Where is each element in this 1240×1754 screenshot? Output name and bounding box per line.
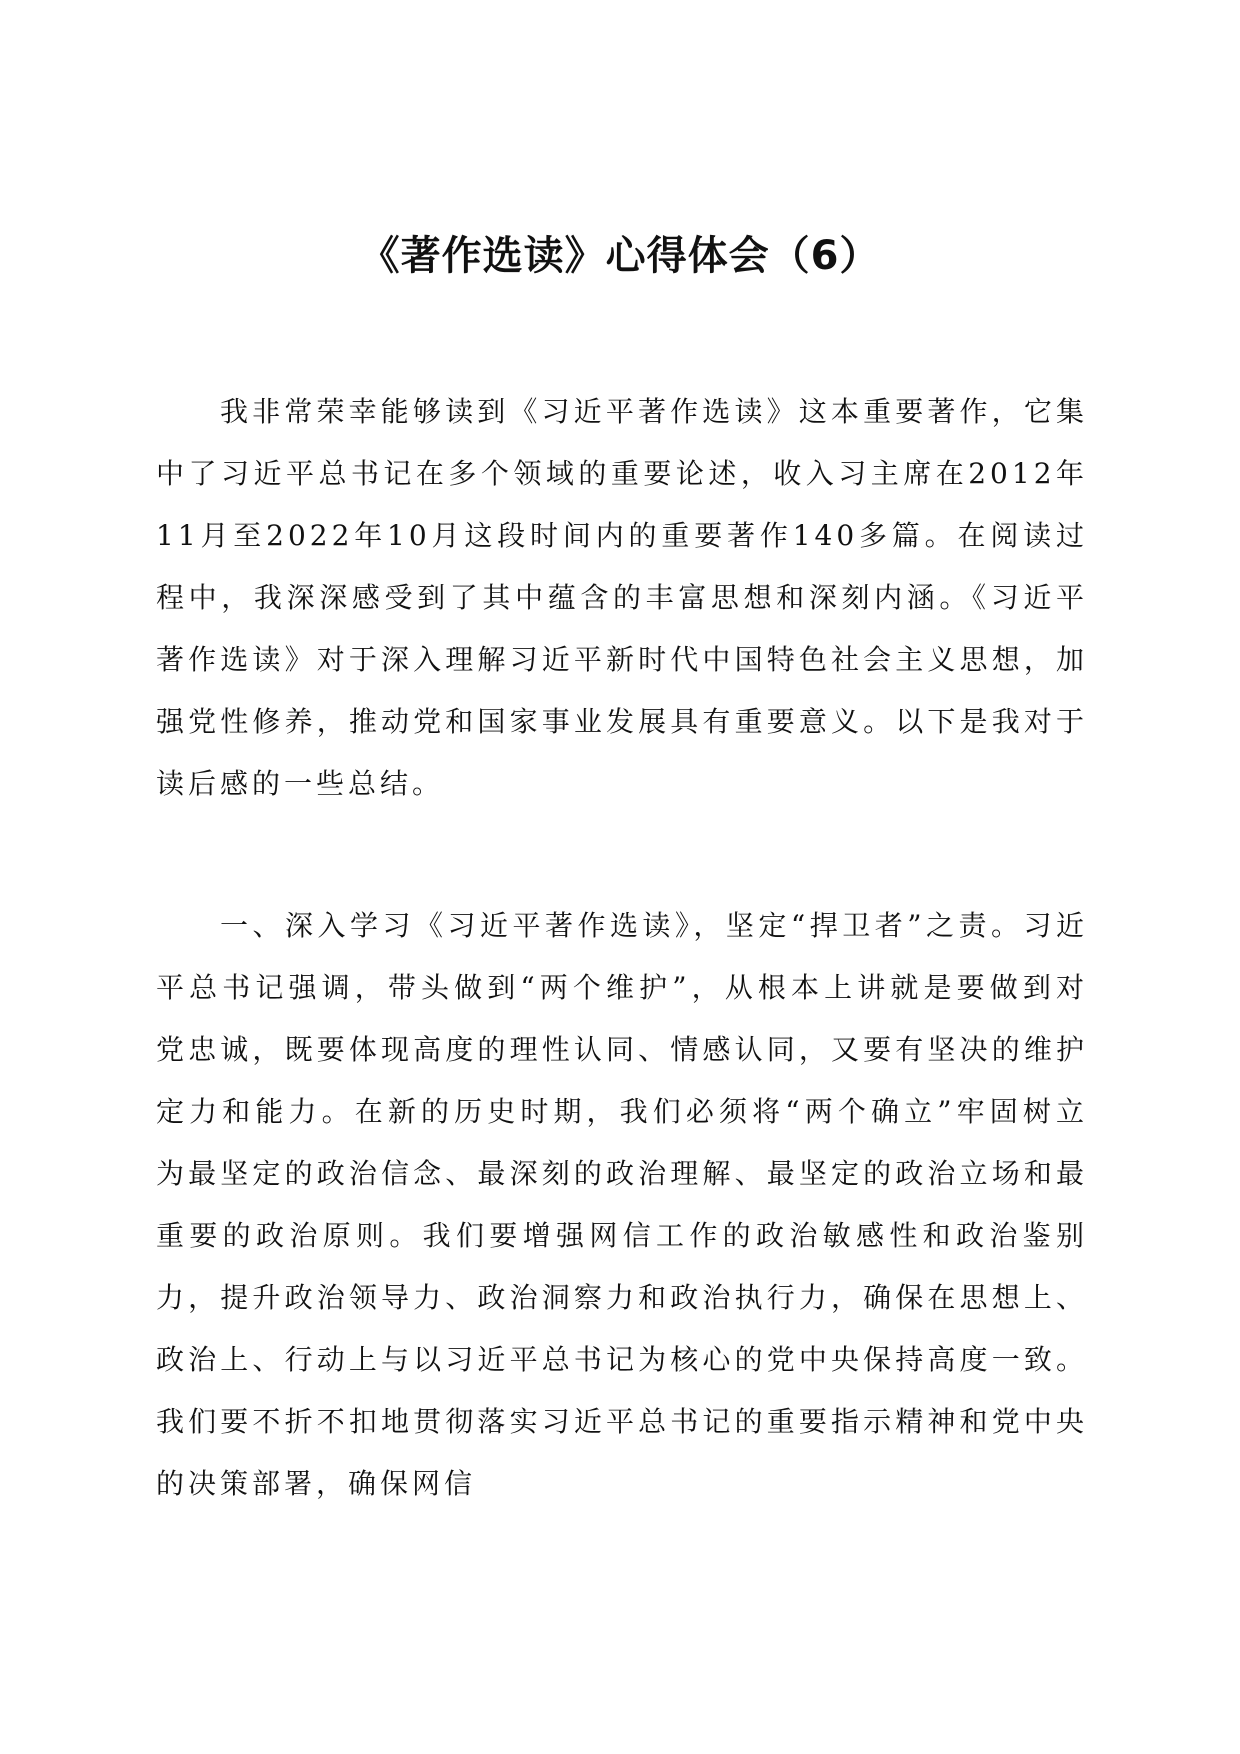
paragraph-section-one: 一、深入学习《习近平著作选读》，坚定“捍卫者”之责。习近平总书记强调，带头做到“两个维护”，从根本上讲就是要做到对党忠诚，既要体现高度的理性认同、情感认同，又要有坚决的维护定力和能力。在新的历史时期，我们必须将“两个确立”牢固树立为最坚定的政治信念、最深刻的政治理解、最坚定的政治立场和最重要的政治原则。我们要增强网信工作的政治敏感性和政治鉴别力，提升政治领导力、政治洞察力和政治执行力，确保在思想上、政治上、行动上与以习近平总书记为核心的党中央保持高度一致。我们要不折不扣地贯彻落实习近平总书记的重要指示精神和党中央的决策部署，确保网信 [156, 909, 1088, 1500]
document-title: 《著作选读》心得体会（6） [359, 233, 881, 279]
paragraph-intro: 我非常荣幸能够读到《习近平著作选读》这本重要著作，它集中了习近平总书记在多个领域的重要论述，收入习主席在2012年11月至2022年10月这段时间内的重要著作140多篇。在阅读过程中，我深深感受到了其中蕴含的丰富思想和深刻内涵。《习近平著作选读》对于深入理解习近平新时代中国特色社会主义思想，加强党性修养，推动党和国家事业发展具有重要意义。以下是我对于读后感的一些总结。 [156, 395, 1088, 800]
